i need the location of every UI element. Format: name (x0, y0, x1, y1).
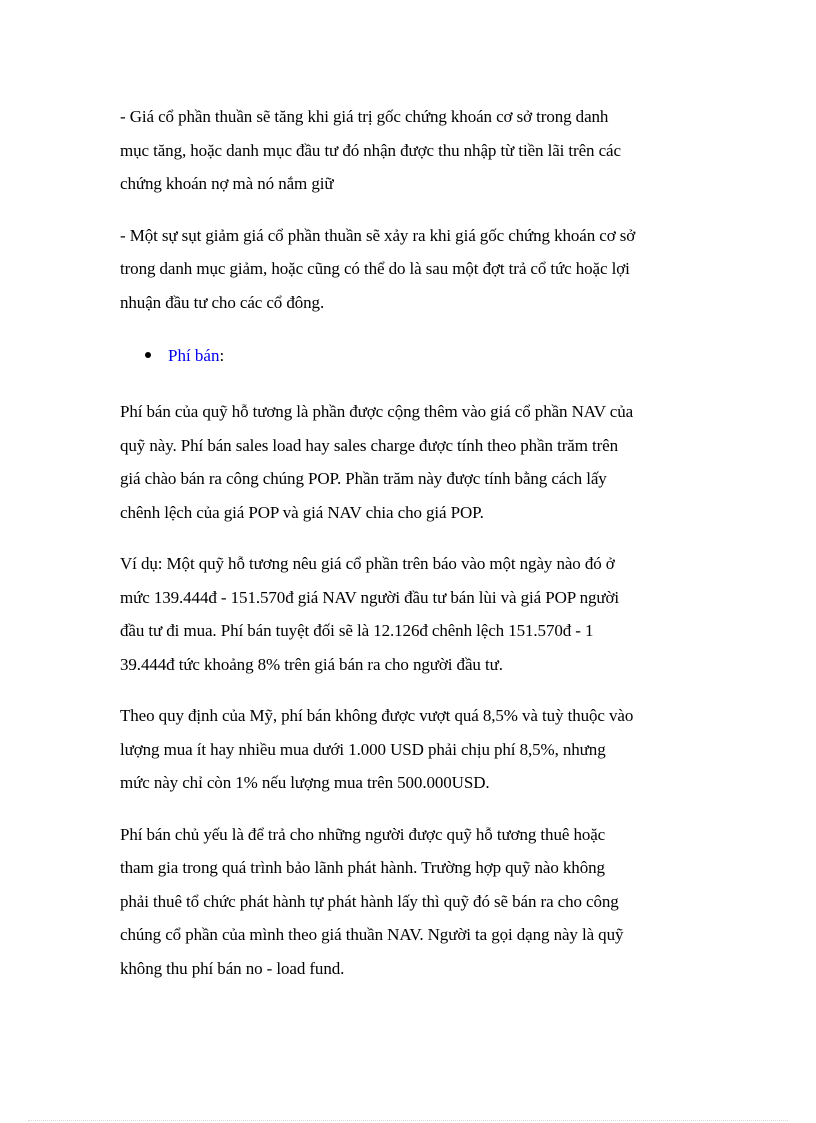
text-line: nhuận đầu tư cho các cổ đông. (120, 292, 325, 312)
text-line: lượng mua ít hay nhiều mua dưới 1.000 USD phải chịu phí 8,5%, nhưng (120, 739, 606, 759)
paragraph-nav-decrease (120, 219, 700, 320)
text-line: - Một sự sụt giảm giá cổ phần thuần sẽ xảy ra khi giá gốc chứng khoán cơ sở (120, 225, 636, 245)
text-line: chứng khoán nợ mà nó nắm giữ (120, 174, 334, 193)
text-line: mức này chỉ còn 1% nếu lượng mua trên 500.000USD. (120, 773, 490, 792)
text-line: Ví dụ: Một quỹ hỗ tương nêu giá cổ phần trên báo vào một ngày nào đó ở (120, 554, 615, 573)
bullet-heading-text (168, 339, 224, 373)
text-line: Phí bán chủ yếu là để trả cho những người được quỹ hỗ tương thuê hoặc (120, 824, 606, 844)
text-line: phải thuê tổ chức phát hành tự phát hành lấy thì quỹ đó sẽ bán ra cho công (120, 891, 619, 911)
paragraph-nav-increase (120, 100, 700, 201)
paragraph-sales-load-definition (120, 395, 700, 529)
text-line: đầu tư đi mua. Phí bán tuyệt đối sẽ là 12.126đ chênh lệch 151.570đ - 1 (120, 621, 594, 640)
heading-link[interactable]: Phí bán (168, 346, 220, 365)
heading-suffix: : (219, 346, 225, 365)
text-line: chênh lệch của giá POP và giá NAV chia cho giá POP. (120, 502, 484, 522)
text-line: 39.444đ tức khoảng 8% trên giá bán ra cho người đầu tư. (120, 654, 503, 674)
text-line: mục tăng, hoặc danh mục đầu tư đó nhận được thu nhập từ tiền lãi trên các (120, 140, 621, 160)
text-line: không thu phí bán no - load fund. (120, 958, 345, 978)
text-line: mức 139.444đ - 151.570đ giá NAV người đầu tư bán lùi và giá POP người (120, 587, 620, 607)
page-footer-rule (28, 1120, 788, 1121)
text-line: Theo quy định của Mỹ, phí bán không được vượt quá 8,5% và tuỳ thuộc vào (120, 706, 634, 725)
document-body (120, 100, 700, 1001)
text-line: tham gia trong quá trình bảo lãnh phát hành. Trường hợp quỹ nào không (120, 858, 605, 877)
text-line: Phí bán của quỹ hỗ tương là phần được cộng thêm vào giá cổ phần NAV của (120, 402, 634, 421)
bullet-dot-icon (145, 352, 151, 358)
text-line: - Giá cổ phần thuần sẽ tăng khi giá trị gốc chứng khoán cơ sở trong danh (120, 107, 609, 126)
paragraph-us-regulation (120, 699, 700, 800)
text-line: quỹ này. Phí bán sales load hay sales charge được tính theo phần trăm trên (120, 435, 619, 455)
text-line: trong danh mục giảm, hoặc cũng có thể do là sau một đợt trả cổ tức hoặc lợi (120, 259, 630, 278)
text-line: giá chào bán ra công chúng POP. Phần trăm này được tính bằng cách lấy (120, 469, 607, 488)
paragraph-example (120, 547, 700, 681)
paragraph-no-load-fund (120, 818, 700, 986)
text-line: chúng cổ phần của mình theo giá thuần NAV. Người ta gọi dạng này là quỹ (120, 925, 624, 944)
bullet-heading-phi-ban (120, 339, 700, 373)
